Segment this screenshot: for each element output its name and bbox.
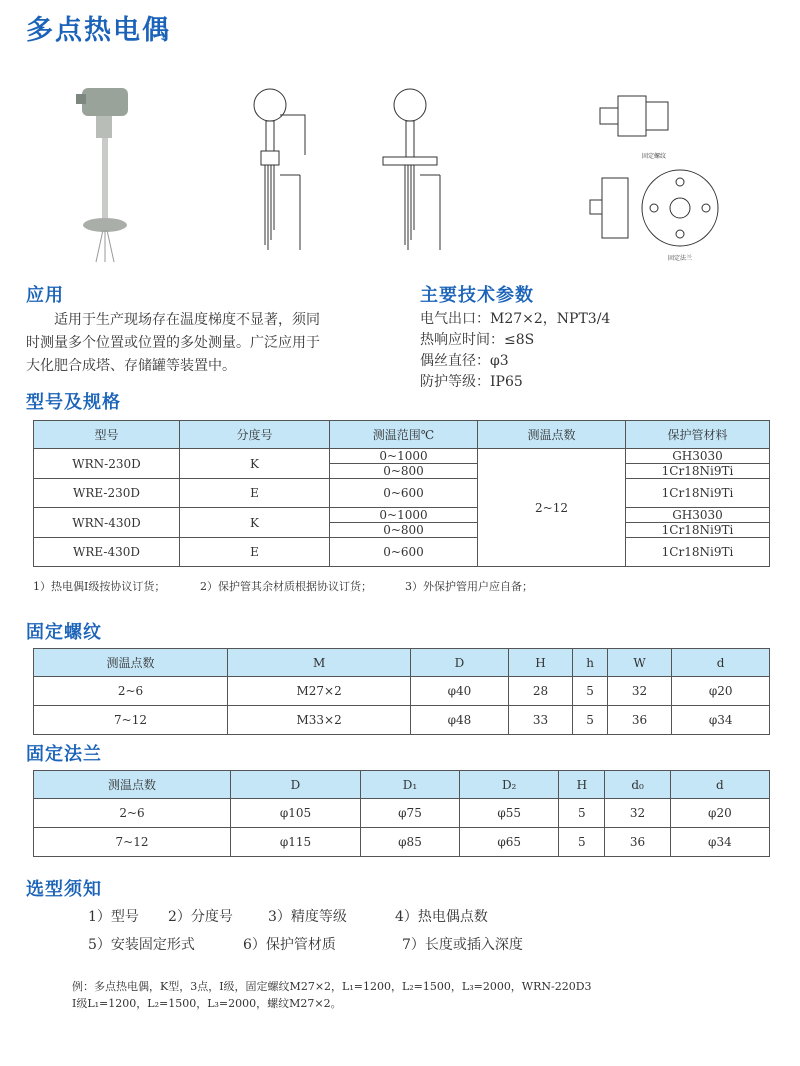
selection-item: 3）精度等级 [268,909,347,925]
model-cell: WRN-230D [34,449,180,479]
spec-item: 电气出口：M27×2，NPT3/4 [420,311,611,327]
selection-heading: 选型须知 [26,879,102,900]
table-cell: 28 [508,677,572,706]
model-spec-table [33,420,770,567]
selection-item: 5）安装固定形式 [88,937,195,953]
footnote: 1）热电偶Ⅰ级按协议订货； [33,580,166,593]
flange-mount-drawing [375,85,465,255]
footnote: 3）外保护管用户应自备； [405,580,533,593]
col-header: 测温点数 [34,771,231,799]
table-cell: φ75 [360,799,459,828]
model-cell: WRN-430D [34,508,180,538]
range-cell: 0~1000 [330,508,478,523]
col-header: D [231,771,361,799]
table-row [34,828,770,857]
grade-cell: K [180,508,330,538]
model-cell: WRE-430D [34,538,180,567]
table-cell: φ85 [360,828,459,857]
range-cell: 0~600 [330,479,478,508]
thread-label: 固定螺纹 [642,153,667,160]
table-cell: 2~6 [34,677,228,706]
example-text [72,978,592,1012]
application-text [26,309,406,378]
range-cell: 0~600 [330,538,478,567]
col-header: d [672,649,770,677]
table-cell: φ115 [231,828,361,857]
flange-table-heading: 固定法兰 [26,744,102,765]
table-cell: 5 [573,706,608,735]
table-cell: 36 [607,706,671,735]
range-cell: 0~800 [330,523,478,538]
thread-mount-drawing [235,85,325,255]
model-table-heading: 型号及规格 [26,392,121,413]
material-cell: 1Cr18Ni9Ti [626,479,770,508]
table-cell: 7~12 [34,706,228,735]
example-line: 例：多点热电偶，K型，3点，I级，固定螺纹M27×2，L₁=1200，L₂=1500，L₃=2000，WRN-220D3 [72,980,592,993]
col-header: M [228,649,411,677]
page-title: 多点热电偶 [26,15,171,46]
col-header: 保护管材料 [626,421,770,449]
grade-cell: K [180,449,330,479]
spec-item: 防护等级：IP65 [420,374,523,390]
mount-detail-drawing [580,78,730,263]
table-cell: 33 [508,706,572,735]
table-cell: φ34 [672,706,770,735]
table-cell: φ20 [670,799,769,828]
footnote: 2）保护管其余材质根据协议订货； [200,580,372,593]
col-header: 分度号 [180,421,330,449]
col-header: 型号 [34,421,180,449]
col-header: D [411,649,509,677]
specs-heading: 主要技术参数 [420,285,534,306]
grade-cell: E [180,538,330,567]
selection-item: 2）分度号 [168,909,233,925]
range-cell: 0~800 [330,464,478,479]
col-header: D₁ [360,771,459,799]
material-cell: GH3030 [626,449,770,464]
table-row [34,706,770,735]
material-cell: 1Cr18Ni9Ti [626,523,770,538]
table-cell: 32 [605,799,670,828]
col-header: 测温点数 [34,649,228,677]
table-cell: 5 [559,799,605,828]
table-cell: 2~6 [34,799,231,828]
table-cell: φ65 [460,828,559,857]
table-cell: φ55 [460,799,559,828]
example-line: I级L₁=1200，L₂=1500，L₃=2000，螺纹M27×2。 [72,997,342,1010]
application-heading: 应用 [26,285,64,306]
table-cell: φ20 [672,677,770,706]
col-header: 测温范围℃ [330,421,478,449]
table-cell: φ48 [411,706,509,735]
spec-item: 热响应时间：≤8S [420,332,535,348]
range-cell: 0~1000 [330,449,478,464]
table-cell: φ105 [231,799,361,828]
flange-table [33,770,770,857]
table-cell: 36 [605,828,670,857]
product-photo [70,80,150,265]
application-line: 时测量多个位置或位置的多处测量。广泛应用于 [26,335,320,351]
col-header: H [508,649,572,677]
material-cell: 1Cr18Ni9Ti [626,464,770,479]
table-cell: 7~12 [34,828,231,857]
table-cell: 5 [573,677,608,706]
selection-item: 7）长度或插入深度 [402,937,523,953]
col-header: d [670,771,769,799]
points-cell: 2~12 [478,449,626,567]
col-header: d₀ [605,771,670,799]
flange-label: 固定法兰 [668,255,693,262]
col-header: 测温点数 [478,421,626,449]
application-line: 适用于生产现场存在温度梯度不显著，须同 [26,312,320,328]
table-cell: M33×2 [228,706,411,735]
table-row [34,677,770,706]
col-header: W [607,649,671,677]
material-cell: 1Cr18Ni9Ti [626,538,770,567]
table-cell: φ40 [411,677,509,706]
table-cell: φ34 [670,828,769,857]
col-header: H [559,771,605,799]
table-cell: 32 [607,677,671,706]
specs-list [420,309,610,393]
thread-table-heading: 固定螺纹 [26,622,102,643]
table-cell: 5 [559,828,605,857]
table-row [34,799,770,828]
selection-item: 1）型号 [88,909,139,925]
selection-item: 6）保护管材质 [243,937,336,953]
application-line: 大化肥合成塔、存储罐等装置中。 [26,358,236,374]
spec-item: 偶丝直径：φ3 [420,353,509,369]
model-cell: WRE-230D [34,479,180,508]
table-cell: M27×2 [228,677,411,706]
thread-table [33,648,770,735]
selection-item: 4）热电偶点数 [395,909,488,925]
col-header: h [573,649,608,677]
grade-cell: E [180,479,330,508]
material-cell: GH3030 [626,508,770,523]
col-header: D₂ [460,771,559,799]
